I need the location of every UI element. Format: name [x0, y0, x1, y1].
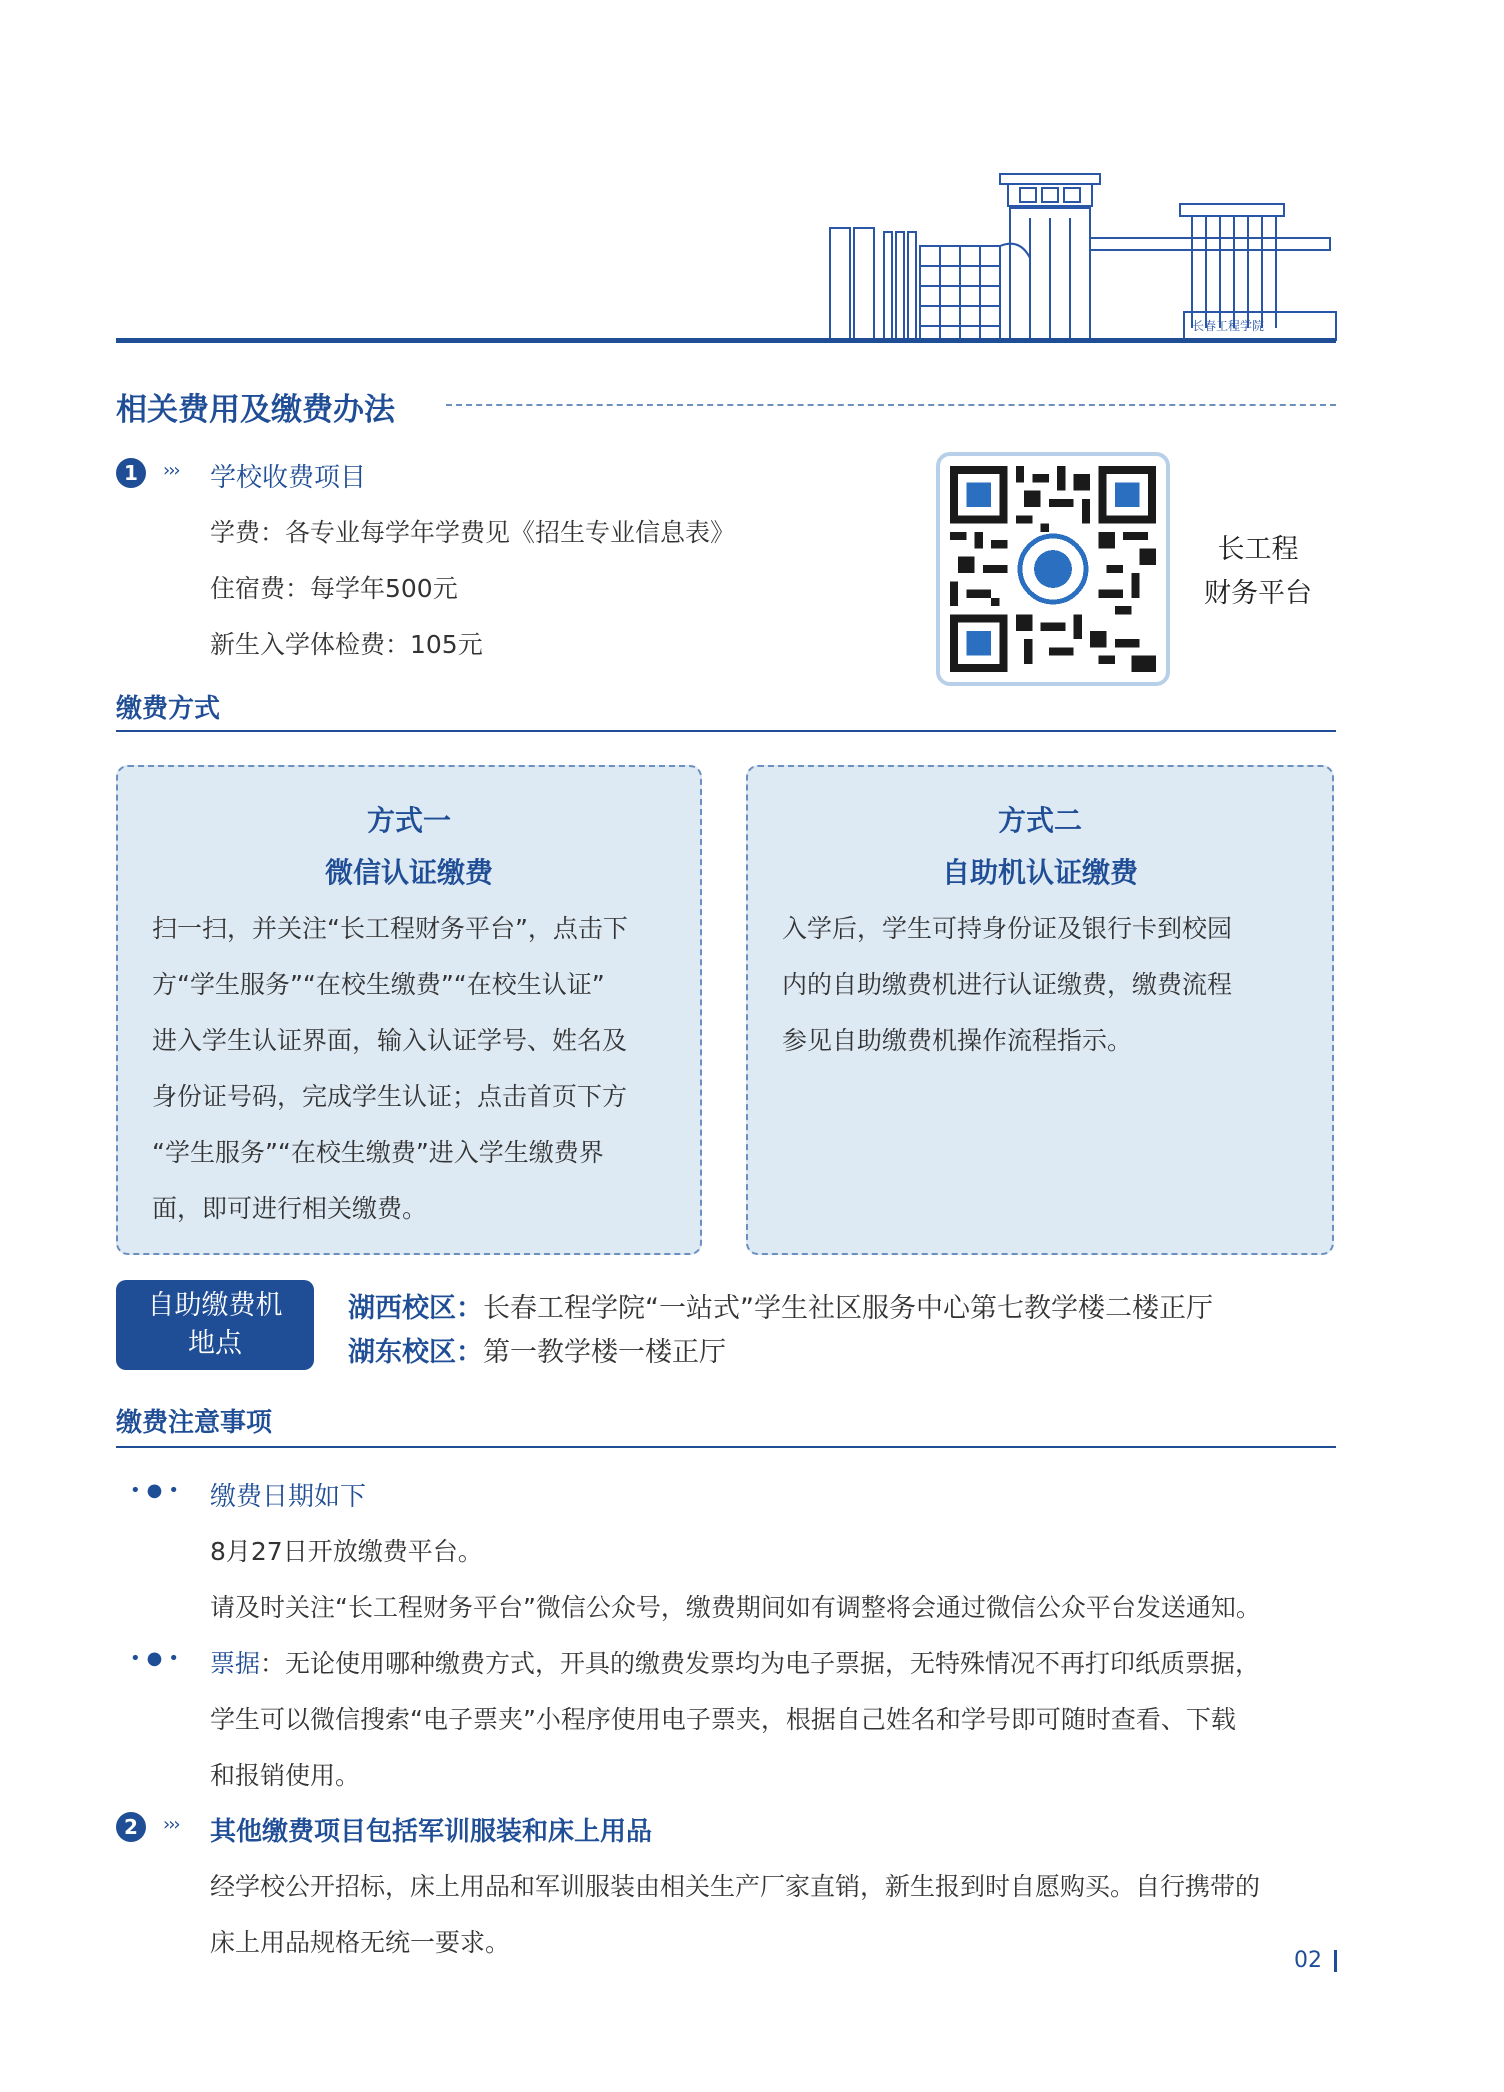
method1-line: 面，即可进行相关缴费。	[152, 1194, 428, 1223]
notes-heading-rule	[116, 1446, 1336, 1448]
chevron-right-icon: ›››	[163, 1814, 179, 1835]
item2-number-badge: 2	[116, 1812, 146, 1842]
note2-label: 票据	[210, 1649, 261, 1678]
qr-label	[1188, 528, 1328, 616]
note2-line-3: 和报销使用。	[210, 1761, 361, 1790]
building-sign: 长春工程学院	[1192, 319, 1265, 333]
item2-line-1: 经学校公开招标，床上用品和军训服装由相关生产厂家直销，新生报到时自愿购买。自行携带的	[210, 1872, 1261, 1901]
page-number-text: 02	[1294, 1948, 1322, 1973]
page-number-bar	[1334, 1950, 1337, 1972]
method1-subtitle: 微信认证缴费	[324, 856, 493, 889]
location-east-text: 第一教学楼一楼正厅	[483, 1337, 726, 1368]
kiosk-location-badge	[116, 1280, 314, 1370]
note1-line-2: 请及时关注“长工程财务平台”微信公众号，缴费期间如有调整将会通过微信公众平台发送通知。	[210, 1593, 1261, 1622]
section-title-dashed-rule	[446, 404, 1336, 406]
header-rule	[116, 338, 1336, 343]
item1-line-2: 住宿费：每学年500元	[210, 574, 458, 603]
note2-line-1	[210, 1644, 1260, 1680]
method1-line: 扫一扫，并关注“长工程财务平台”，点击下	[152, 914, 628, 943]
method2-line: 参见自助缴费机操作流程指示。	[782, 1026, 1133, 1055]
method2-body	[748, 891, 1332, 1069]
method2-card	[746, 765, 1334, 1255]
bullet-dots-icon: •●•	[130, 1648, 185, 1669]
method2-subtitle: 自助机认证缴费	[941, 856, 1138, 889]
method2-title: 方式二	[997, 804, 1082, 837]
location-east-label: 湖东校区：	[348, 1337, 483, 1368]
note1-title: 缴费日期如下	[210, 1482, 367, 1512]
method2-line: 内的自助缴费机进行认证缴费，缴费流程	[782, 970, 1233, 999]
qr-label-line2: 财务平台	[1204, 578, 1312, 609]
location-west-label: 湖西校区：	[348, 1293, 483, 1324]
section-title: 相关费用及缴费办法	[116, 392, 395, 428]
note2-text: ：无论使用哪种缴费方式，开具的缴费发票均为电子票据，无特殊情况不再打印纸质票据，	[260, 1649, 1261, 1678]
campus-gate-illustration	[820, 168, 1340, 344]
item2-title: 其他缴费项目包括军训服装和床上用品	[210, 1817, 653, 1847]
qr-code-frame[interactable]	[936, 452, 1170, 686]
kiosk-location-badge-line1: 自助缴费机	[147, 1290, 283, 1321]
note2-line-2: 学生可以微信搜索“电子票夹”小程序使用电子票夹，根据自己姓名和学号即可随时查看、下载	[210, 1705, 1236, 1734]
method2-line: 入学后，学生可持身份证及银行卡到校园	[782, 914, 1233, 943]
location-east	[348, 1330, 726, 1369]
item1-line-1: 学费：各专业每学年学费见《招生专业信息表》	[210, 518, 736, 547]
qr-label-line1: 长工程	[1217, 534, 1299, 565]
payment-heading: 缴费方式	[116, 694, 221, 724]
method1-line: 方“学生服务”“在校生缴费”“在校生认证”	[152, 970, 605, 999]
method1-line: 身份证号码，完成学生认证；点击首页下方	[152, 1082, 628, 1111]
notes-heading: 缴费注意事项	[116, 1408, 273, 1438]
page-number	[1294, 1948, 1322, 1973]
method1-body	[118, 891, 700, 1237]
location-west-text: 长春工程学院“一站式”学生社区服务中心第七教学楼二楼正厅	[483, 1293, 1213, 1324]
method1-card	[116, 765, 702, 1255]
qr-code-icon	[950, 466, 1156, 672]
payment-heading-rule	[116, 730, 1336, 732]
note1-line-1: 8月27日开放缴费平台。	[210, 1537, 483, 1566]
item1-number-badge: 1	[116, 458, 146, 488]
bullet-dots-icon: •●•	[130, 1480, 185, 1501]
method1-title: 方式一	[366, 804, 451, 837]
item1-line-3: 新生入学体检费：105元	[210, 630, 483, 659]
chevron-right-icon: ›››	[163, 460, 179, 481]
kiosk-location-badge-line2: 地点	[188, 1328, 242, 1359]
item2-line-2: 床上用品规格无统一要求。	[210, 1928, 511, 1957]
item1-title: 学校收费项目	[210, 463, 367, 493]
method1-line: “学生服务”“在校生缴费”进入学生缴费界	[152, 1138, 604, 1167]
method1-line: 进入学生认证界面，输入认证学号、姓名及	[152, 1026, 628, 1055]
location-west	[348, 1286, 1213, 1325]
